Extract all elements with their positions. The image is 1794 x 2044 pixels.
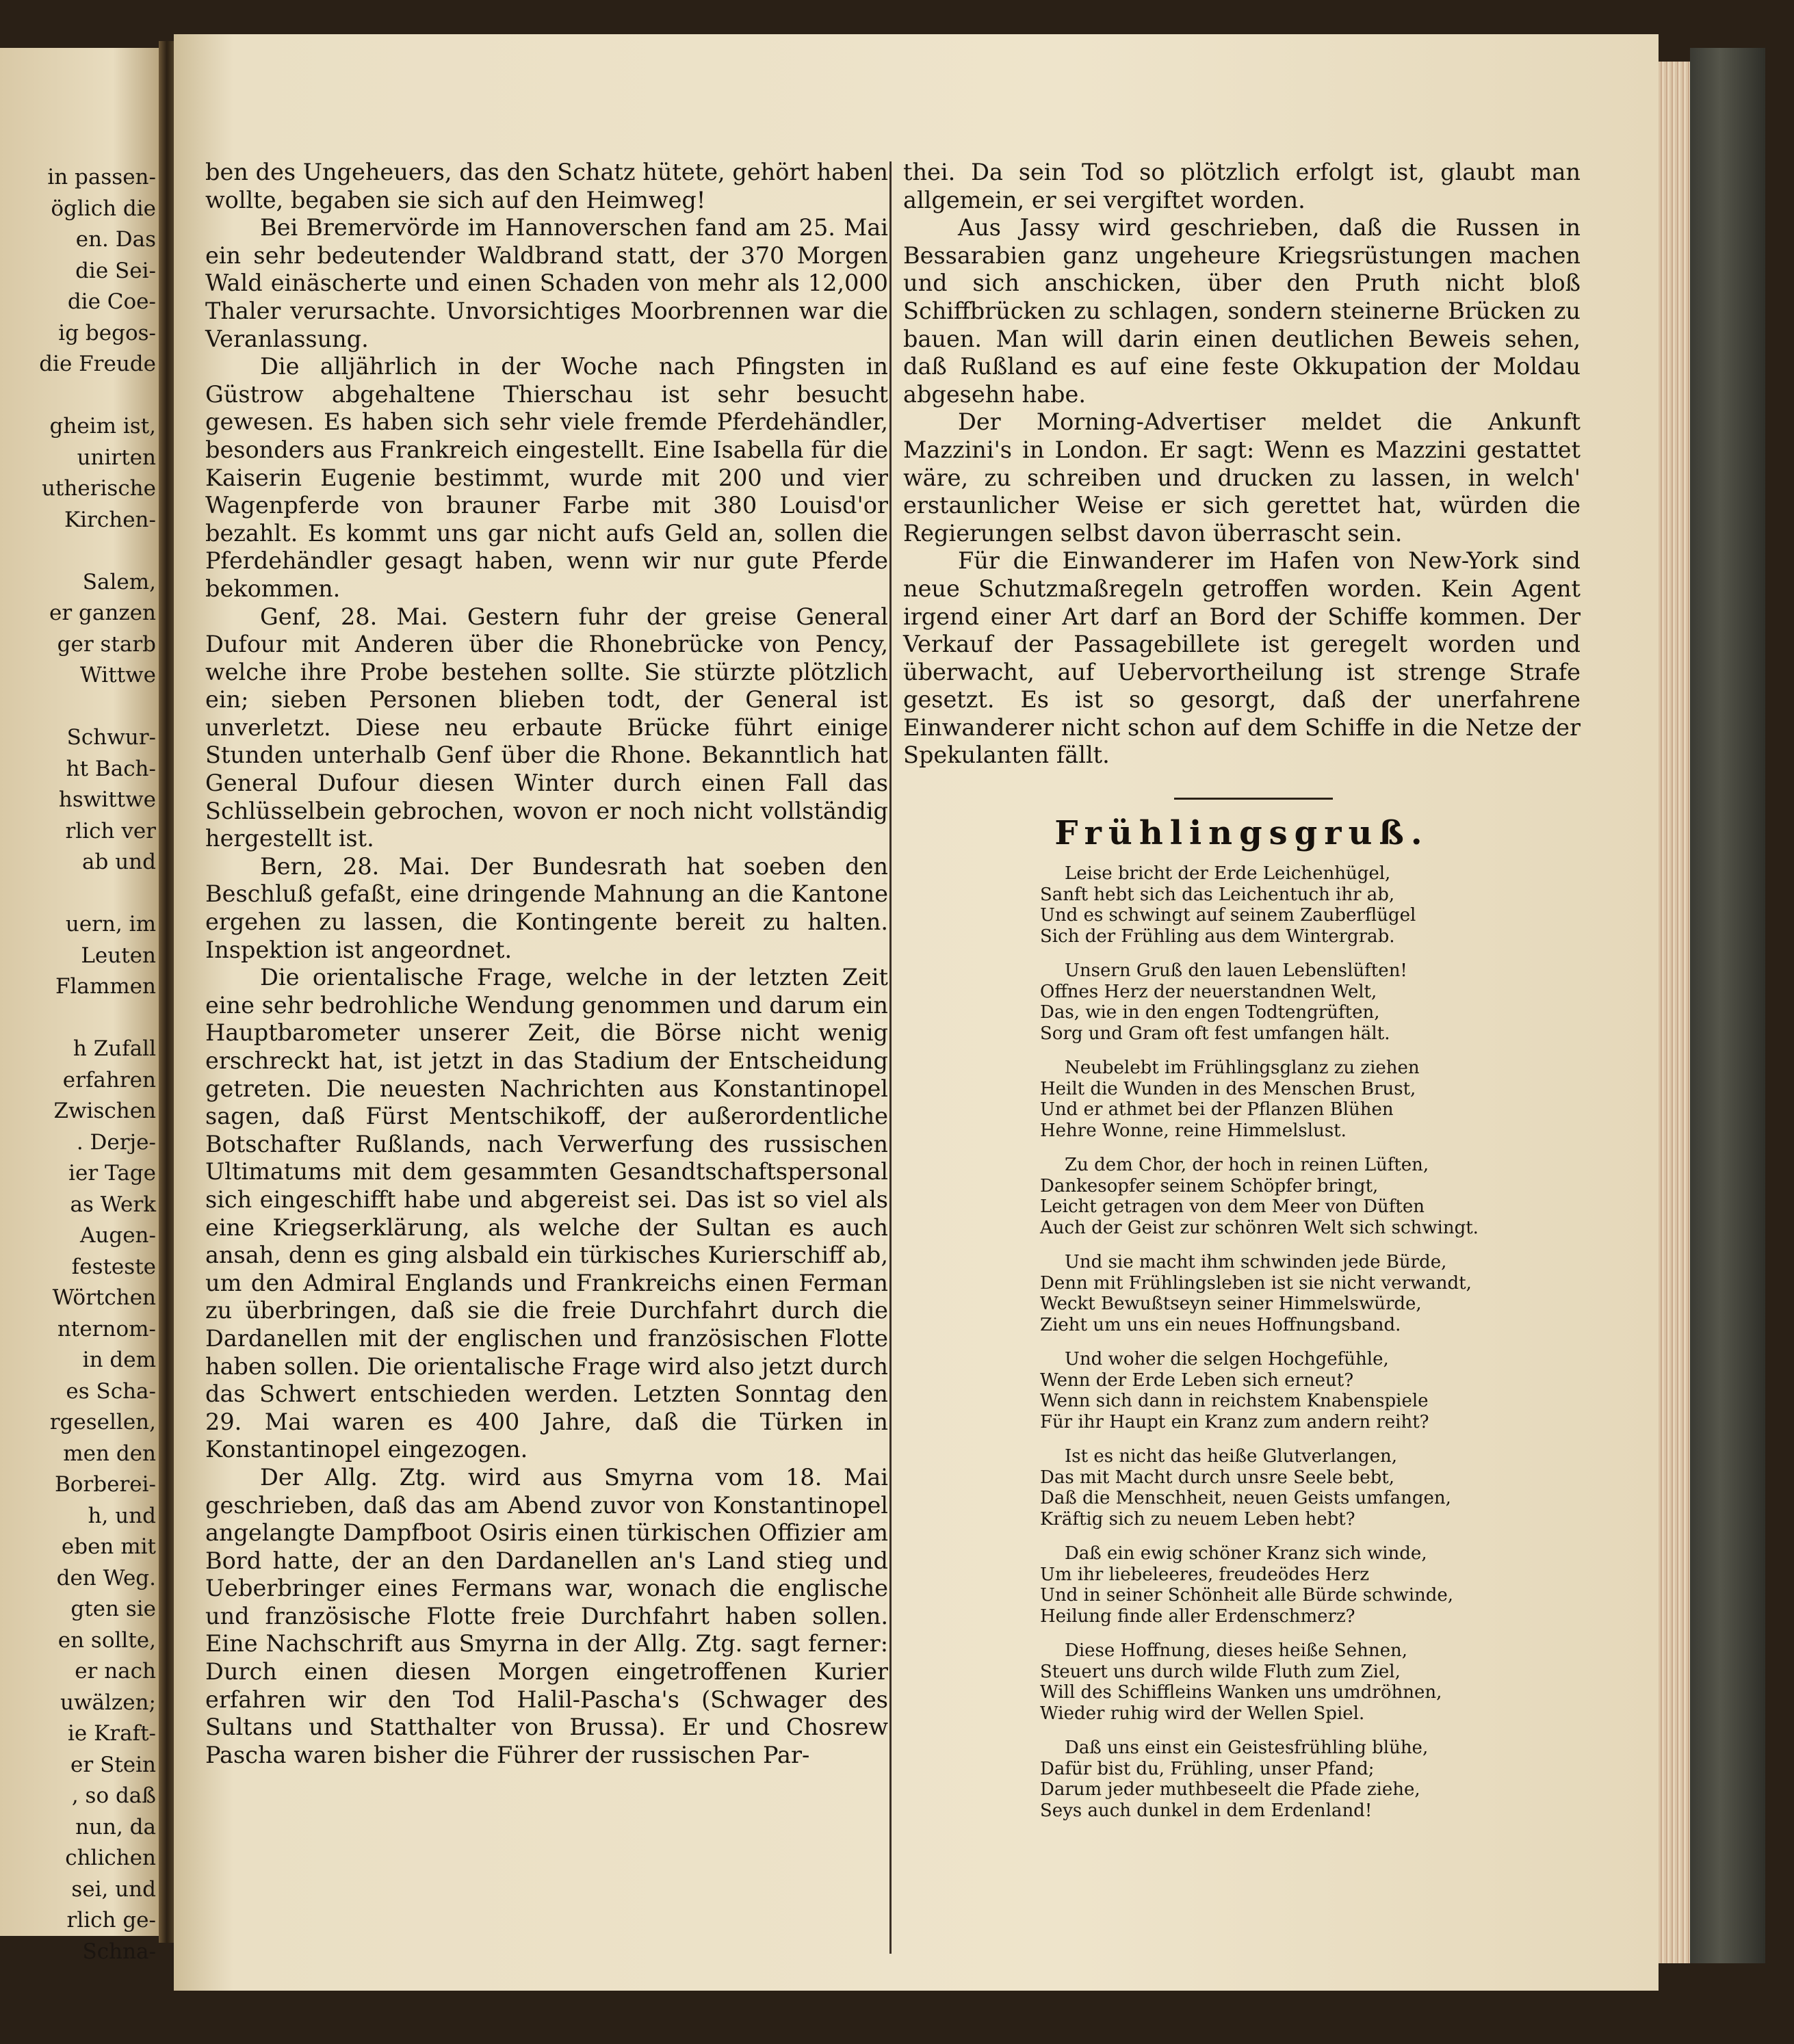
left-page-fragment: en sollte,: [57, 1627, 156, 1653]
poem-stanza: [1040, 1543, 1533, 1627]
book-cover: [1690, 48, 1765, 1963]
left-page-fragment: Schna-: [82, 1939, 156, 1964]
article-paragraph: thei. Da sein Tod so plötzlich erfolgt ist, glaubt man allgemein, er sei vergiftet worden.: [903, 159, 1581, 213]
left-page-fragment: rgesellen,: [49, 1410, 156, 1434]
left-page-fragment: Borberei-: [54, 1472, 156, 1497]
left-page-fragment: nun, da: [75, 1814, 156, 1839]
poem-line: Wenn sich dann in reichstem Knabenspiele: [1040, 1391, 1429, 1411]
left-page-fragment: ie Kraft-: [68, 1721, 156, 1746]
poem-line: Diese Hoffnung, dieses heiße Sehnen,: [1065, 1640, 1407, 1661]
left-page-fragment: Salem,: [82, 569, 156, 594]
poem-line: Offnes Herz der neuerstandnen Welt,: [1040, 981, 1377, 1002]
left-page-fragment: erfahren: [62, 1067, 156, 1092]
column-divider: [889, 161, 892, 1954]
article-paragraph: Die orientalische Frage, welche in der letzten Zeit eine sehr bedrohliche Wendung genommen und darum ein Hauptbarometer unserer Zeit, die Börse nicht wenig erschreckt hat, ist jetzt in das Stadium der Entscheidung getreten. Die neuesten Nachrichten aus Konstantinopel sagen, daß Fürst Mentschikoff, der außerordentliche Botschafter Rußlands, nach Verwerfung des russischen Ultimatums mit dem gesammten Gesandtschaftspersonal sich eingeschifft habe und abgereist sei. Das ist so viel als eine Kriegserklärung, als welche der Sultan es auch ansah, denn es ging alsbald ein türkisches Kurierschiff ab, um den Admiral Englands und Frankreichs einen Ferman zu überbringen, daß sie die freie Durchfahrt durch die Dardanellen mit der englischen und französischen Flotte haben sollen. Die orientalische Frage wird also jetzt durch das Schwert entschieden werden. Letzten Sonntag den 29. Mai waren es 400 Jahre, daß die Türken in Konstantinopel eingezogen.: [205, 964, 888, 1463]
poem-line: Will des Schiffleins Wanken uns umdröhnen,: [1040, 1682, 1442, 1703]
poem-line: Neubelebt im Frühlingsglanz zu ziehen: [1065, 1058, 1420, 1078]
poem-line: Unsern Gruß den lauen Lebenslüften!: [1065, 960, 1407, 981]
poem-line: Daß die Menschheit, neuen Geists umfangen,: [1040, 1488, 1451, 1508]
left-page-fragment: Augen-: [80, 1223, 156, 1248]
left-page-fragment: öglich die: [51, 196, 156, 221]
left-page-fragment: unirten: [77, 445, 156, 470]
poem-line: Und es schwingt auf seinem Zauberflügel: [1040, 905, 1416, 926]
left-page-fragment: in passen-: [47, 165, 156, 189]
left-page-fragment: die Coe-: [67, 289, 156, 314]
left-page-fragment: Schwur-: [66, 725, 156, 750]
left-page-fragment: h Zufall: [73, 1036, 156, 1061]
poem-line: Dafür bist du, Frühling, unser Pfand;: [1040, 1758, 1375, 1779]
left-page-fragment: gten sie: [70, 1597, 156, 1621]
left-page-fragment: men den: [63, 1441, 156, 1466]
poem-stanza: [1040, 863, 1533, 947]
poem-line: Und woher die selgen Hochgefühle,: [1065, 1349, 1389, 1370]
poem-line: Denn mit Frühlingsleben ist sie nicht verwandt,: [1040, 1272, 1472, 1294]
poem-line: Um ihr liebeleeres, freudeödes Herz: [1040, 1564, 1370, 1585]
left-page-fragment: hswittwe: [58, 787, 156, 812]
poem-line: Das, wie in den engen Todtengrüften,: [1040, 1002, 1380, 1023]
poem-line: Und sie macht ihm schwinden jede Bürde,: [1065, 1252, 1447, 1272]
left-page-fragment: in dem: [82, 1348, 156, 1372]
poem-line: Sorg und Gram oft fest umfangen hält.: [1040, 1023, 1390, 1044]
left-page-fragment: die Sei-: [75, 258, 156, 283]
left-page-fragment: utherische: [41, 476, 156, 501]
poem-stanza: [1040, 1252, 1533, 1335]
poem-stanza: [1040, 1058, 1533, 1141]
poem-line: Ist es nicht das heiße Glutverlangen,: [1065, 1446, 1398, 1467]
poem-stanza: [1040, 1738, 1533, 1821]
left-page-fragment: nternom-: [57, 1316, 156, 1341]
poem-line: Daß uns einst ein Geistesfrühling blühe,: [1065, 1738, 1429, 1758]
poem-line: Seys auch dunkel in dem Erdenland!: [1040, 1800, 1373, 1821]
left-page-fragment: den Weg.: [56, 1565, 156, 1590]
left-page-fragment: gheim ist,: [49, 414, 156, 438]
poem-line: Auch der Geist zur schönren Welt sich schwingt.: [1040, 1217, 1479, 1238]
left-page-fragment: Zwischen: [53, 1099, 156, 1123]
poem-line: Zu dem Chor, der hoch in reinen Lüften,: [1065, 1155, 1429, 1175]
left-page-fragment: rlich ge-: [66, 1908, 156, 1932]
poem-line: Für ihr Haupt ein Kranz zum andern reiht?: [1040, 1411, 1429, 1432]
column-right: [903, 159, 1581, 770]
left-page-fragment: , so daß: [71, 1783, 156, 1808]
left-page-fragment: Leuten: [81, 943, 156, 968]
left-page-fragment: Wittwe: [79, 663, 156, 687]
poem-line: Und in seiner Schönheit alle Bürde schwinde,: [1040, 1585, 1454, 1606]
poem-line: Kräftig sich zu neuem Leben hebt?: [1040, 1508, 1355, 1530]
left-page-fragment: uern, im: [65, 912, 156, 936]
left-page-fragment: ier Tage: [68, 1161, 156, 1185]
article-paragraph: Die alljährlich in der Woche nach Pfingsten in Güstrow abgehaltene Thierschau ist sehr besucht gewesen. Es haben sich sehr viele fremde Pferdehändler, besonders aus Frankreich eingestellt. Eine Isabella für die Kaiserin Eugenie bestimmt, wurde mit 200 und vier Wagenpferde von brauner Farbe mit 380 Louisd'or bezahlt. Es kommt uns gar nicht aufs Geld an, sollen die Pferdehändler gesagt haben, wenn wir nur gute Pferde bekommen.: [205, 353, 888, 602]
poem-line: Dankesopfer seinem Schöpfer bringt,: [1040, 1175, 1379, 1196]
left-page-fragment: Flammen: [55, 974, 156, 999]
poem-stanza: [1040, 1155, 1533, 1238]
left-page-fragment: eben mit: [61, 1534, 156, 1559]
article-paragraph: Bern, 28. Mai. Der Bundesrath hat soeben den Beschluß gefaßt, eine dringende Mahnung an die Kantone ergehen zu lassen, die Kontingente bereit zu halten. Inspektion ist angeordnet.: [205, 852, 888, 963]
poem-line: Leise bricht der Erde Leichenhügel,: [1065, 863, 1391, 884]
left-page-fragment: er nach: [75, 1659, 156, 1683]
left-page-fragment: ht Bach-: [66, 756, 156, 781]
poem-line: Heilung finde aller Erdenschmerz?: [1040, 1606, 1355, 1627]
article-paragraph: Der Allg. Ztg. wird aus Smyrna vom 18. Mai geschrieben, daß das am Abend zuvor von Konstantinopel angelangte Dampfboot Osiris einen türkischen Offizier am Bord hatte, der an den Dardanellen an's Land stieg und Ueberbringer eines Fermans war, wonach die englische und französische Flotte freie Durchfahrt haben sollen. Eine Nachschrift aus Smyrna in der Allg. Ztg. sagt ferner: Durch einen diesen Morgen eingetroffenen Kurier erfahren wir den Tod Halil-Pascha's (Schwager des Sultans und Statthalter von Brussa). Er und Chosrew Pascha waren bisher die Führer der russischen Par-: [205, 1463, 888, 1768]
article-paragraph: Der Morning-Advertiser meldet die Ankunft Mazzini's in London. Er sagt: Wenn es Mazzini gestattet wäre, zu schreiben und drucken zu lassen, in welch' erstaunlicher Weise er sich gerettet hat, würden die Regierungen selbst davon überrascht sein.: [903, 408, 1581, 547]
left-page-fragment: Kirchen-: [64, 507, 156, 532]
poem-line: Hehre Wonne, reine Himmelslust.: [1040, 1120, 1347, 1141]
left-page-fragment: ger starb: [57, 631, 156, 657]
column-left: [205, 159, 888, 1769]
poem-line: Sanft hebt sich das Leichentuch ihr ab,: [1040, 884, 1395, 905]
left-page-fragment: es Scha-: [66, 1378, 156, 1404]
left-page-fragment: rlich ver: [65, 818, 156, 843]
left-page-fragment: ig begos-: [58, 320, 156, 345]
left-page: [0, 48, 161, 1964]
poem-line: Heilt die Wunden in des Menschen Brust,: [1040, 1078, 1416, 1099]
left-page-fragment: h, und: [88, 1503, 156, 1528]
left-page-fragment: er Stein: [70, 1752, 156, 1777]
poem-line: Wieder ruhig wird der Wellen Spiel.: [1040, 1703, 1365, 1724]
poem-stanza: [1040, 1349, 1533, 1432]
article-paragraph: Bei Bremervörde im Hannoverschen fand am 25. Mai ein sehr bedeutender Waldbrand statt, der 370 Morgen Wald einäscherte und einen Schaden von mehr als 12,000 Thaler verursachte. Unvorsichtiges Moorbrennen war die Veranlassung.: [205, 214, 888, 352]
article-paragraph: ben des Ungeheuers, das den Schatz hütete, gehört haben wollte, begaben sie sich auf den Heimweg!: [205, 159, 888, 213]
page-edges: [1659, 62, 1693, 1963]
article-paragraph: Für die Einwanderer im Hafen von New-York sind neue Schutzmaßregeln getroffen worden. Kein Agent irgend einer Art darf an Bord der Schiffe kommen. Der Verkauf der Passagebillete ist geregelt worden und überwacht, auf Uebervortheilung ist strenge Strafe gesetzt. Es ist so gesorgt, daß der unerfahrene Einwanderer nicht schon auf dem Schiffe in die Netze der Spekulanten fällt.: [903, 547, 1581, 769]
left-page-fragment: uwälzen;: [60, 1690, 156, 1715]
poem-line: Leicht getragen von dem Meer von Düften: [1040, 1196, 1425, 1217]
left-page-fragment: Wörtchen: [52, 1285, 156, 1310]
poem-stanza: [1040, 1446, 1533, 1530]
left-page-fragment: sei, und: [71, 1876, 156, 1902]
poem: [1040, 863, 1533, 1835]
poem-line: Weckt Bewußtseyn seiner Himmelswürde,: [1040, 1294, 1422, 1314]
poem-stanza: [1040, 1640, 1533, 1724]
article-paragraph: Genf, 28. Mai. Gestern fuhr der greise General Dufour mit Anderen über die Rhonebrücke von Pency, welche ihre Probe bestehen sollte. Sie stürzte plötzlich ein; sieben Personen blieben todt, der General ist unverletzt. Diese neu erbaute Brücke führt einige Stunden unterhalb Genf über die Rhone. Bekanntlich hat General Dufour diesen Winter durch einen Fall das Schlüsselbein gebrochen, wovon er noch nicht vollständig hergestellt ist.: [205, 603, 888, 852]
article-paragraph: Aus Jassy wird geschrieben, daß die Russen in Bessarabien ganz ungeheure Kriegsrüstungen machen und sich anschicken, über den Pruth nicht bloß Schiffbrücken zu schlagen, sondern steinerne Brücken zu bauen. Man will darin einen deutlichen Beweis sehen, daß Rußland es auf eine feste Okkupation der Moldau abgesehn habe.: [903, 214, 1581, 408]
poem-title: Frühlingsgruß.: [1054, 814, 1429, 852]
poem-line: Daß ein ewig schöner Kranz sich winde,: [1065, 1543, 1427, 1564]
poem-line: Wenn der Erde Leben sich erneut?: [1040, 1370, 1354, 1391]
left-page-fragment: as Werk: [70, 1192, 156, 1217]
poem-line: Darum jeder muthbeseelt die Pfade ziehe,: [1040, 1779, 1420, 1800]
poem-line: Sich der Frühling aus dem Wintergrab.: [1040, 926, 1395, 947]
poem-line: Und er athmet bei der Pflanzen Blühen: [1040, 1099, 1394, 1120]
left-page-fragment: . Derje-: [76, 1129, 156, 1155]
left-page-fragment: festeste: [71, 1254, 156, 1279]
poem-stanza: [1040, 960, 1533, 1044]
left-page-fragment: er ganzen: [49, 601, 156, 625]
poem-line: Zieht um uns ein neues Hoffnungsband.: [1040, 1314, 1401, 1335]
section-rule: [1174, 798, 1333, 800]
poem-line: Steuert uns durch wilde Fluth zum Ziel,: [1040, 1661, 1401, 1682]
left-page-fragment: ab und: [82, 850, 156, 874]
left-page-fragment: chlichen: [65, 1846, 156, 1870]
poem-line: Das mit Macht durch unsre Seele bebt,: [1040, 1467, 1395, 1488]
left-page-fragment: die Freude: [39, 352, 156, 376]
left-page-fragment: en. Das: [75, 227, 156, 252]
